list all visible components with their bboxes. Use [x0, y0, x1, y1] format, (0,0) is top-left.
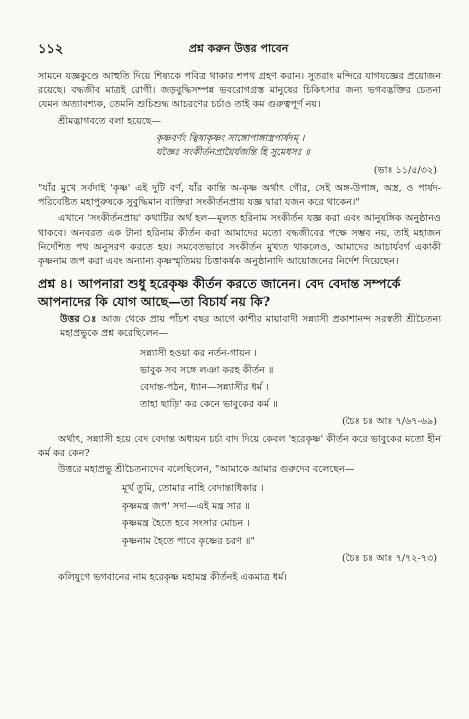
closing-line: কলিযুগে ভগবানের নাম হরেকৃষ্ণ মহামন্ত্র কীর্তনই একমাত্র ধর্ম।	[58, 571, 287, 583]
sloka-line: কৃষ্ণবর্ণং ত্বিষাকৃষ্ণং সাঙ্গোপাঙ্গাস্ত্রপার্ষদম্ ।	[156, 132, 305, 144]
scripture-reference: (চৈঃ চঃ আঃ ৭/৭২-৭৩)	[341, 553, 437, 565]
verse-line: কৃষ্ণমন্ত্র হৈতে হবে সংসার মোচন ।	[122, 518, 250, 530]
answer-label: উত্তর ঃ	[60, 314, 98, 326]
scripture-reference: (ভাঃ ১১/৫/৩২)	[373, 164, 437, 176]
paragraph: উত্তরে মহাপ্রভু শ্রীচৈতন্যদেব বলেছিলেন, "আমাকে আমার গুরুদেব বলেছেন—	[58, 464, 355, 476]
verse-line: কৃষ্ণমন্ত্র জপ' সদা—এই মন্ত্র সার ॥	[122, 500, 250, 512]
answer-paragraph	[38, 313, 441, 341]
paragraph: এখানে 'সংকীর্তনপ্রায়' কথাটির অর্থ হল—মূলত হরিনাম সংকীর্তন যজ্ঞ করা এবং আনুষঙ্গিক অনুষ্ঠানও থাকবে। অনবরত এক টানা হরিনাম কীর্তন করা আমাদের মতো বদ্ধজীবের পক্ষে সম্ভব নয়, তাই মহাজন নির্দেশিত পথ অনুসরণ করতে হয়। সমবেতভাবে সংকীর্তন মুখ্যত থাকলেও, আমাদের আচার্যবর্গ একাকী কৃষ্ণনাম জপ করা এবং অন্যান্য কৃষ্ণস্মৃতিময় চিত্তাকর্ষক অনুষ্ঠানাদি আয়োজনের নির্দেশ দিয়েছেন।	[38, 213, 441, 268]
bhagavat-intro: শ্রীমদ্ভাগবতে বলা হয়েছে—	[58, 115, 162, 127]
page-header	[38, 40, 439, 56]
verse-line: বেদান্ত-পঠন, ধ্যান—সন্ন্যাসীর ধর্ম ।	[140, 381, 269, 393]
scripture-reference: (চৈঃ চঃ আঃ ৭/৬৭-৬৯)	[341, 415, 437, 427]
question-label: প্রশ্ন ৪।	[38, 276, 73, 292]
verse-block	[38, 345, 441, 413]
page-body	[38, 70, 441, 587]
verse-line: ভাবুক সব সঙ্গে লঞা করহ কীর্তন ॥	[140, 364, 274, 376]
paragraph: সামনে যজ্ঞকুণ্ডে আহুতি দিয়ে শিষ্যকে পবিত্র থাকার শপথ গ্রহণ করান। সুতরাং মন্দিরে যাগযজ্ঞের প্রয়োজন রয়েছে। বদ্ধজীব মাত্রই রোগী। জড়বুদ্ধিসম্পন্ন ভবরোগগ্রস্ত মানুষের চিকিৎসার জন্য ভগবদ্ভক্তির চেতনা যেমন অত্যাবশ্যক, তেমনি শুচিশুদ্ধ আচরণের চর্চাও তাই কম গুরুত্বপূর্ণ নয়।	[38, 71, 441, 111]
verse-line: মূর্খ তুমি, তোমার নাহি বেদান্তাধিকার ।	[122, 483, 264, 495]
translation-paragraph: "যাঁর মুখে সর্বদাই 'কৃষ্ণ' এই দুটি বর্ণ, যাঁর কান্তি অ-কৃষ্ণ অর্থাৎ গৌর, সেই অঙ্গ-উপাঙ্গ, অস্ত্র, ও পার্ষদ-পরিবেষ্টিত মহাপুরুষকে সুবুদ্ধিমান ব্যক্তিরা সংকীর্তনপ্রায় যজ্ঞ দ্বারা যজন করে থাকেন।"	[38, 183, 441, 209]
running-title: প্রশ্ন করুন উত্তর পাবেন	[188, 42, 289, 55]
verse-line: তাহা ছাড়ি' কর কেনে ভাবুকের কর্ম ॥	[140, 398, 278, 410]
page-number: ১১২	[38, 42, 64, 57]
sloka-line: যজ্ঞৈঃ সংকীর্তনপ্রায়ৈর্যজন্তি হি সুমেধসঃ ॥	[156, 146, 310, 158]
answer-text: আজ থেকে প্রায় পাঁচশ বছর আগে কাশীর মায়াবাদী সন্ন্যাসী প্রকাশানন্দ সরস্বতী শ্রীচৈতন্য মহাপ্রভুকে প্রশ্ন করেছিলেন—	[60, 314, 441, 340]
verse-line: কৃষ্ণনাম হৈতে পাবে কৃষ্ণের চরণ ॥"	[122, 535, 255, 547]
sanskrit-sloka	[38, 132, 441, 160]
question-heading	[38, 275, 441, 311]
verse-line: সন্ন্যাসী হওয়া কর নর্তন-গায়ন ।	[140, 347, 257, 359]
question-text: আপনারা শুধু হরেকৃষ্ণ কীর্তন করতে জানেন। বেদ বেদান্ত সম্পর্কে আপনাদের কি যোগ আছে—তা বিচার্য নয় কি?	[38, 276, 401, 310]
paragraph: অর্থাৎ, সন্ন্যাসী হয়ে বেদ বেদান্ত অধ্যয়ন চর্চা বাদ দিয়ে কেবল 'হরেকৃষ্ণ' কীর্তন করে ভাবুকের মতো হীন কর্ম কর কেন?	[38, 433, 441, 460]
verse-block	[38, 480, 441, 550]
